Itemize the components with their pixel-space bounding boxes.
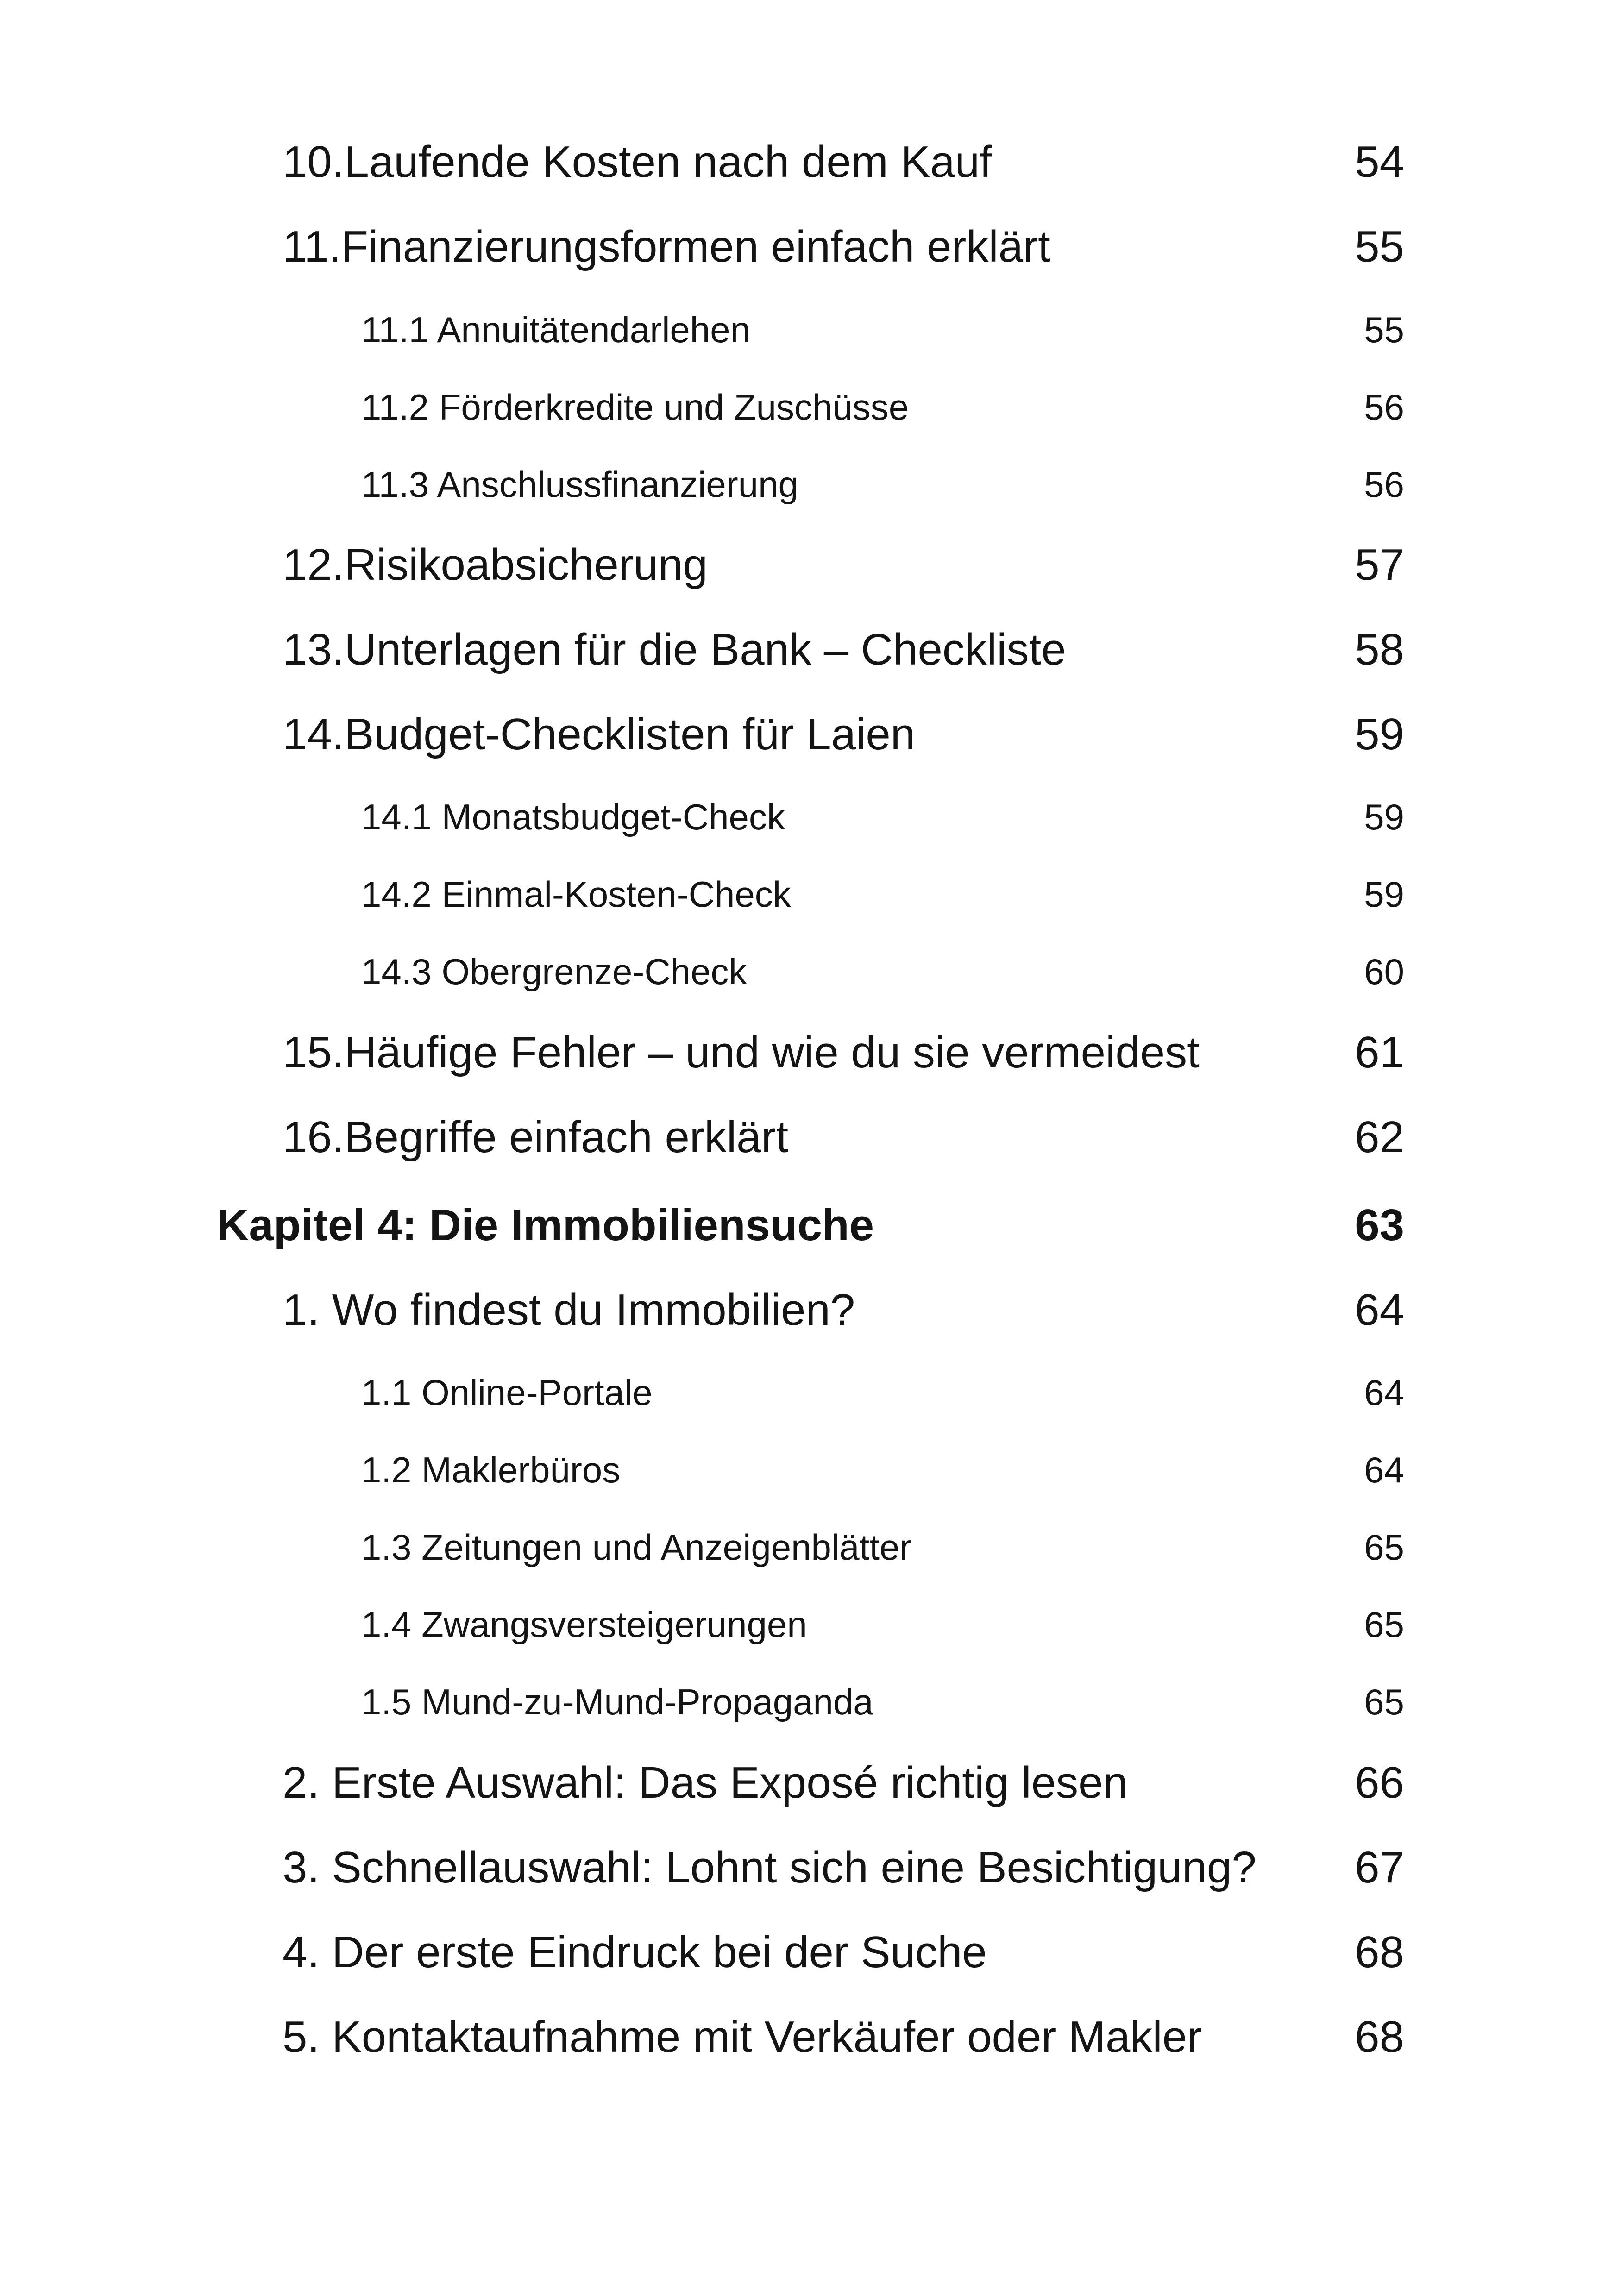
toc-entry-page: 60 [1364, 951, 1404, 992]
toc-entry-page: 58 [1355, 625, 1404, 674]
toc-entry-title: 13.Unterlagen für die Bank – Checkliste [283, 625, 1066, 674]
toc-entry-title: 1.2 Maklerbüros [361, 1449, 621, 1490]
toc-entry [0, 134, 1621, 190]
toc-entry-page: 55 [1364, 309, 1404, 350]
toc-chapter-heading [0, 1198, 1621, 1253]
toc-entry-page: 56 [1364, 464, 1404, 505]
toc-entry-page: 67 [1355, 1843, 1404, 1892]
toc-subentry [0, 307, 1621, 352]
toc-entry-title: 14.Budget-Checklisten für Laien [283, 709, 916, 759]
toc-entry-page: 64 [1355, 1285, 1404, 1335]
toc-subentry [0, 949, 1621, 994]
toc-entry-page: 59 [1364, 797, 1404, 837]
toc-entry [0, 537, 1621, 593]
toc-entry-page: 59 [1364, 874, 1404, 915]
toc-entry [0, 1755, 1621, 1811]
toc-entry [0, 622, 1621, 678]
toc-entry-title: 2. Erste Auswahl: Das Exposé richtig lesen [283, 1758, 1128, 1807]
chapter-page: 63 [1355, 1200, 1404, 1250]
toc-entry-title: 5. Kontaktaufnahme mit Verkäufer oder Makler [283, 2012, 1202, 2062]
toc-subentry [0, 1370, 1621, 1415]
toc-entry [0, 1925, 1621, 1980]
toc-entry [0, 1840, 1621, 1895]
toc-entry-title: 3. Schnellauswahl: Lohnt sich eine Besichtigung? [283, 1843, 1257, 1892]
toc-entry-title: 11.Finanzierungsformen einfach erklärt [283, 222, 1050, 271]
toc-entry-title: 1.4 Zwangsversteigerungen [361, 1604, 807, 1645]
toc-entry-title: 14.1 Monatsbudget-Check [361, 797, 785, 837]
toc-entry-page: 62 [1355, 1112, 1404, 1162]
toc-entry-title: 11.3 Anschlussfinanzierung [361, 464, 798, 505]
toc-entry-title: 10.Laufende Kosten nach dem Kauf [283, 137, 992, 187]
toc-entry-title: 14.3 Obergrenze-Check [361, 951, 747, 992]
toc-subentry [0, 1602, 1621, 1647]
toc-entry-title: 1. Wo findest du Immobilien? [283, 1285, 855, 1335]
toc-entry-page: 64 [1364, 1372, 1404, 1413]
toc-entry-title: 1.1 Online-Portale [361, 1372, 653, 1413]
toc-subentry [0, 1525, 1621, 1569]
toc-entry-page: 56 [1364, 387, 1404, 427]
toc-entry-page: 68 [1355, 1927, 1404, 1977]
toc-entry-page: 65 [1364, 1604, 1404, 1645]
toc-entry-title: 11.1 Annuitätendarlehen [361, 309, 750, 350]
toc-entry [0, 707, 1621, 762]
toc-entry-page: 54 [1355, 137, 1404, 187]
toc-entry-title: 4. Der erste Eindruck bei der Suche [283, 1927, 987, 1977]
toc-entry [0, 219, 1621, 275]
toc-entry-title: 15.Häufige Fehler – und wie du sie vermeidest [283, 1028, 1200, 1077]
toc-entry-page: 66 [1355, 1758, 1404, 1807]
toc-entry [0, 1025, 1621, 1080]
toc-subentry [0, 1680, 1621, 1724]
toc-entry-page: 68 [1355, 2012, 1404, 2062]
toc-subentry [0, 1448, 1621, 1492]
toc-entry-page: 57 [1355, 540, 1404, 590]
toc-entry-title: 1.3 Zeitungen und Anzeigenblätter [361, 1527, 912, 1568]
toc-entry-page: 65 [1364, 1681, 1404, 1722]
toc-entry [0, 1110, 1621, 1165]
toc-entry-page: 61 [1355, 1028, 1404, 1077]
toc-subentry [0, 385, 1621, 429]
toc-entry-page: 64 [1364, 1449, 1404, 1490]
toc-subentry [0, 872, 1621, 916]
toc-entry [0, 1282, 1621, 1338]
toc-entry-title: 16.Begriffe einfach erklärt [283, 1112, 789, 1162]
toc-entry-page: 55 [1355, 222, 1404, 271]
toc-entry-title: 1.5 Mund-zu-Mund-Propaganda [361, 1681, 873, 1722]
toc-entry-page: 65 [1364, 1527, 1404, 1568]
toc-entry [0, 2009, 1621, 2065]
toc-subentry [0, 795, 1621, 839]
toc-entry-title: 11.2 Förderkredite und Zuschüsse [361, 387, 909, 427]
chapter-title: Kapitel 4: Die Immobiliensuche [217, 1200, 874, 1250]
toc-entry-page: 59 [1355, 709, 1404, 759]
toc-entry-title: 12.Risikoabsicherung [283, 540, 708, 590]
toc-subentry [0, 462, 1621, 507]
toc-entry-title: 14.2 Einmal-Kosten-Check [361, 874, 791, 915]
